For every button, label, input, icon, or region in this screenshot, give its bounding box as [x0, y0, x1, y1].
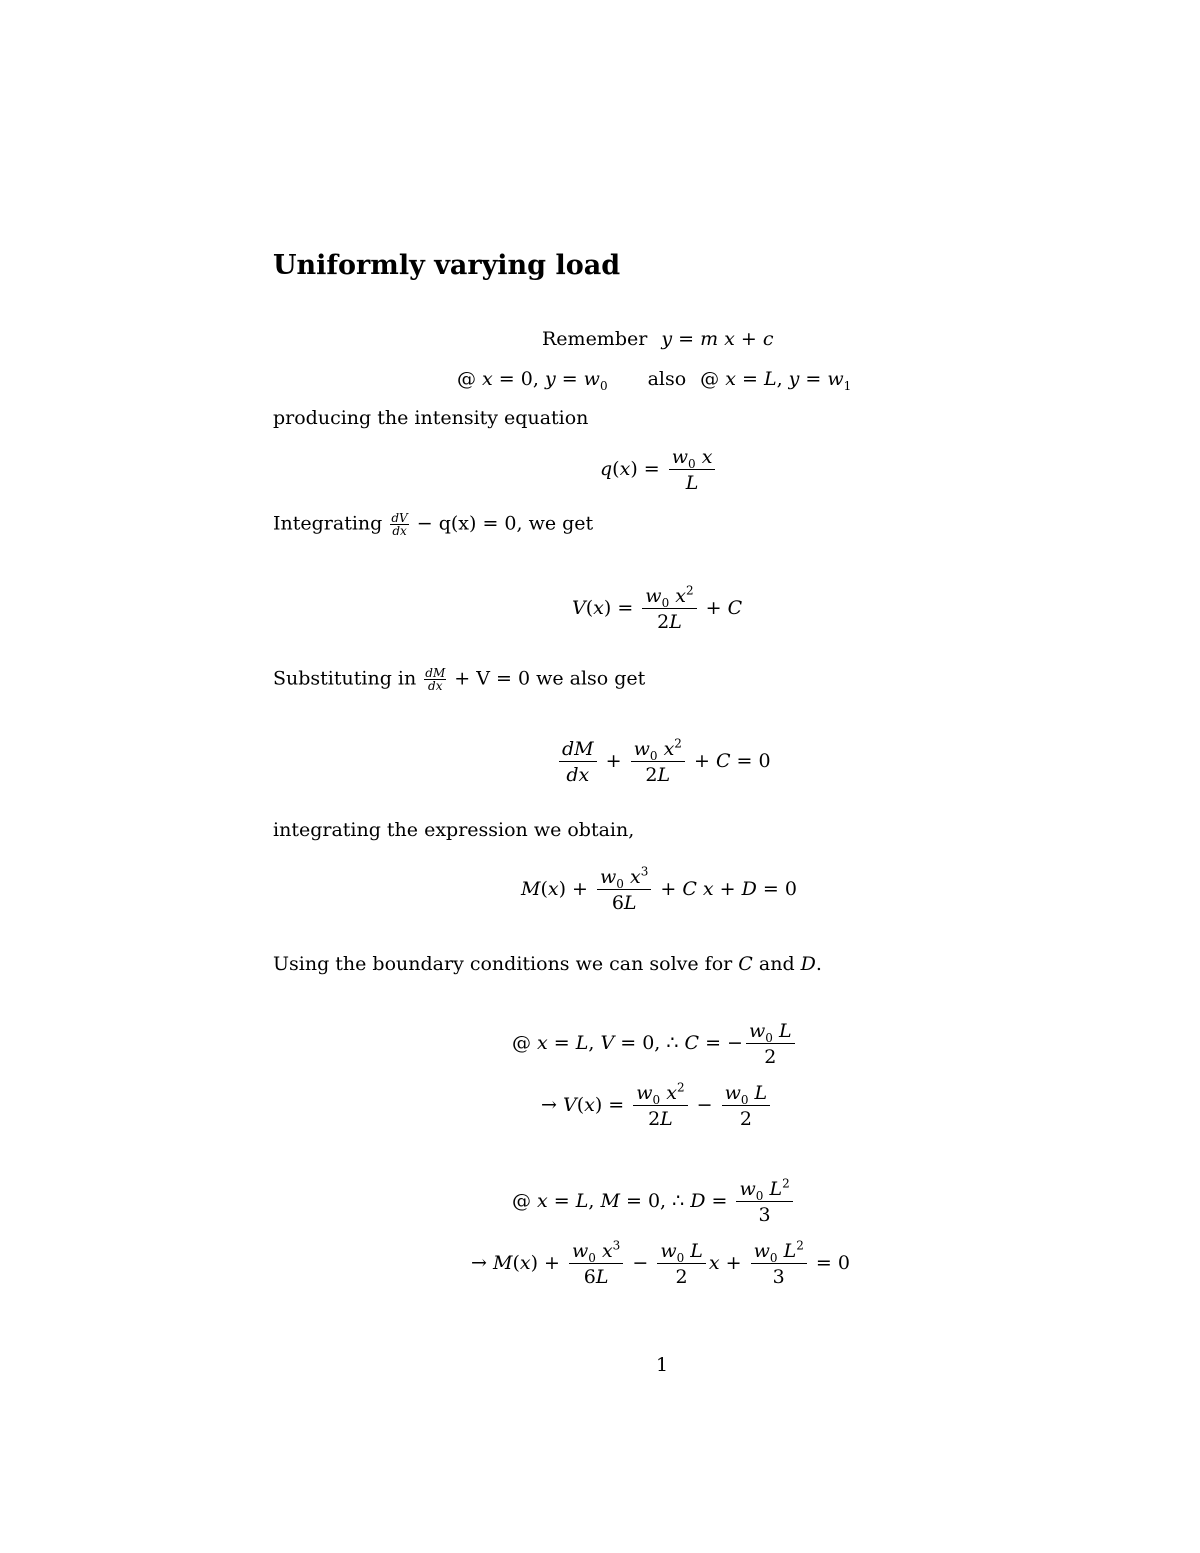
boundary-period: .	[815, 953, 822, 975]
equation-shear-final: → V(x) = $\frac{w_0 x^2}{2L}$ − $\frac{w_0 L}{2}$	[541, 1082, 773, 1130]
page-number: 1	[656, 1354, 669, 1376]
section-heading: Uniformly varying load	[273, 250, 621, 281]
remember-line	[542, 328, 774, 350]
condition-right: @ x = L, $y = w_1$	[700, 368, 852, 393]
conditions-line	[457, 368, 852, 393]
equation-intensity: q(x) = $\frac{w_0 x}{L}$	[600, 446, 718, 494]
also-label: also	[647, 368, 687, 390]
integrating-text-2: − q(x) = 0, we get	[416, 512, 594, 535]
boundary-var-d: D	[800, 953, 816, 975]
equation-d-value: @ x = L, M = 0, ∴ D = $\frac{w_0 L^2}{3}$	[512, 1178, 796, 1226]
equation-moment-final: → M(x) + $\frac{w_0 x^3}{6L}$ − $\frac{w_0 L}{2}$ x + $\frac{w_0 L^2}{3}$ = 0	[471, 1238, 850, 1288]
boundary-and: and	[758, 953, 795, 975]
equation-line: y = m x + c	[661, 328, 774, 350]
boundary-text: Using the boundary conditions we can solve for	[273, 953, 733, 975]
inline-fraction-dm-dx: $\frac{dM}{dx}$	[425, 666, 446, 693]
paragraph-intensity: producing the intensity equation	[273, 407, 589, 429]
paragraph-substituting	[273, 667, 645, 692]
inline-fraction-dv-dx: $\frac{dV}{dx}$	[391, 511, 408, 538]
paragraph-integrating	[273, 512, 593, 537]
equation-shear: V(x) = $\frac{w_0 x^2}{2L}$ + C	[572, 583, 743, 633]
paragraph-boundary	[273, 953, 822, 975]
remember-label: Remember	[542, 328, 648, 350]
condition-left: @ x = 0, $y = w_0$	[457, 368, 608, 393]
substituting-text-1: Substituting in	[273, 667, 417, 690]
substituting-text-2: + V = 0 we also get	[454, 667, 646, 690]
equation-c-value: @ x = L, V = 0, ∴ C = − $\frac{w_0 L}{2}$	[512, 1020, 798, 1068]
paragraph-integrating-expression: integrating the expression we obtain,	[273, 819, 635, 841]
equation-moment-diff: $\frac{dM}{dx}$ + $\frac{w_0 x^2}{2L}$ + C = 0	[556, 738, 771, 786]
equation-moment: M(x) + $\frac{w_0 x^3}{6L}$ + C x + D = 0	[521, 864, 797, 914]
integrating-text-1: Integrating	[273, 512, 383, 535]
boundary-var-c: C	[738, 953, 753, 975]
